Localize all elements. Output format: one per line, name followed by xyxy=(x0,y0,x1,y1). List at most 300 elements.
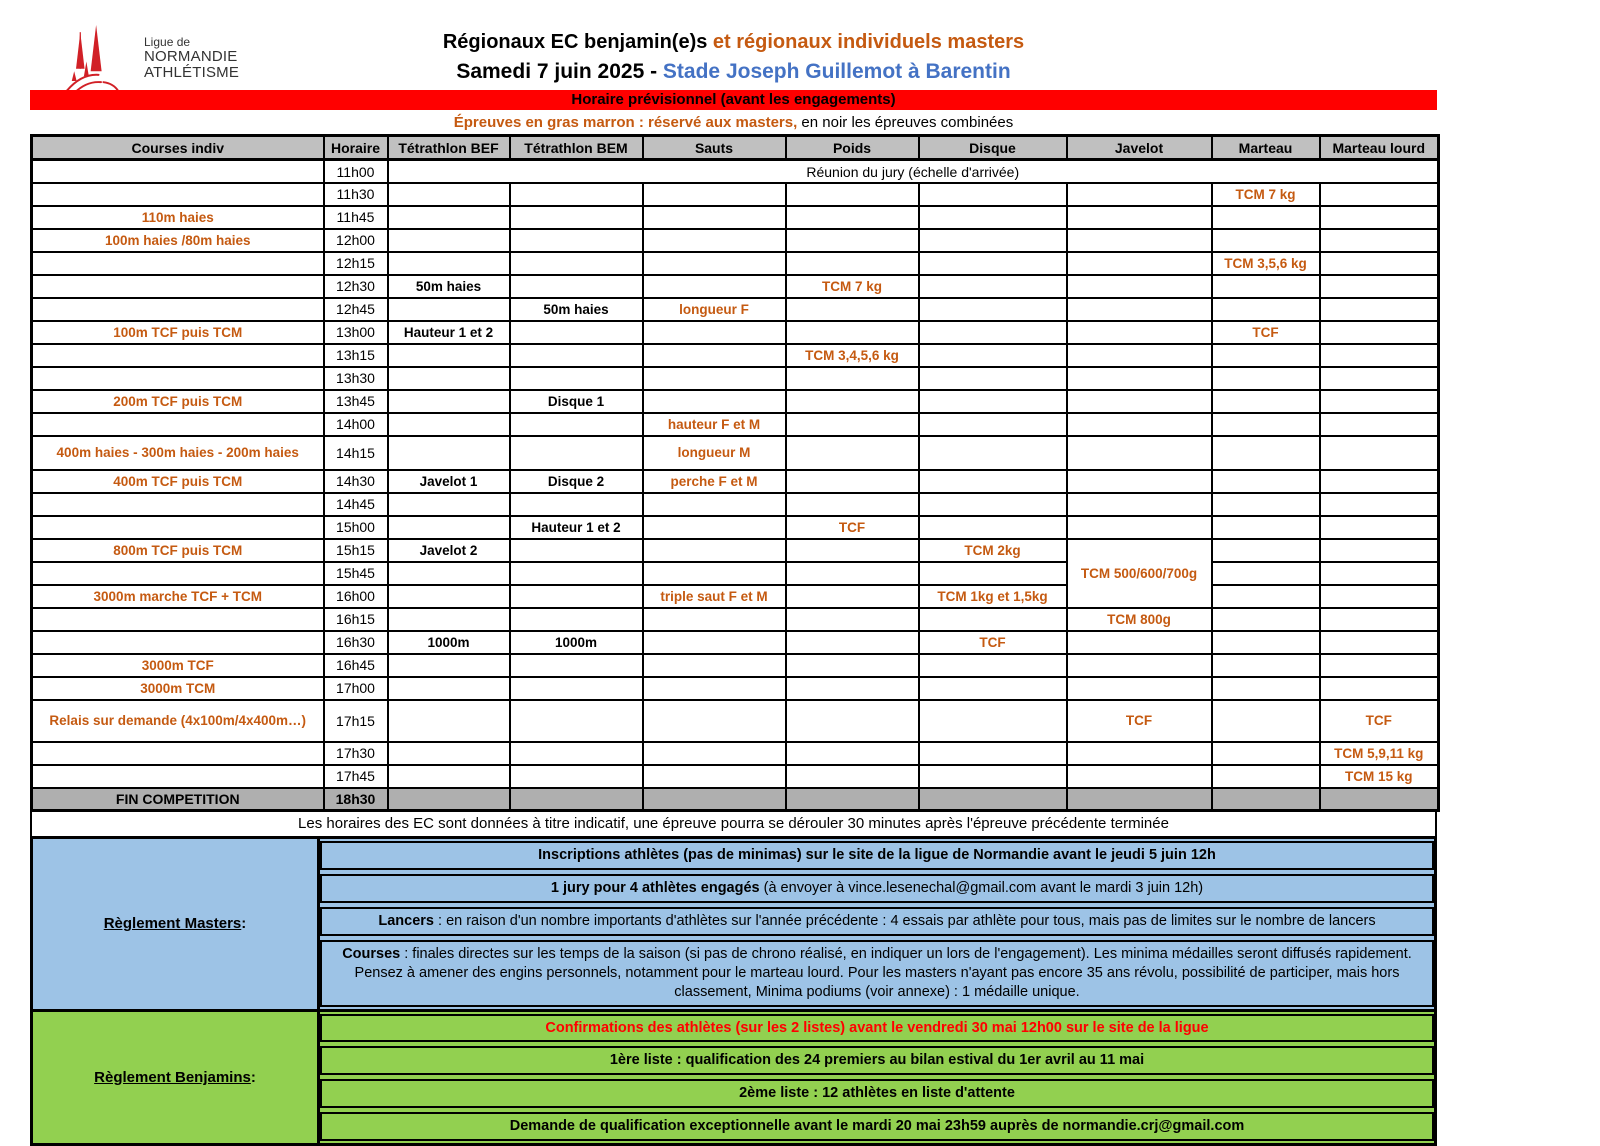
event-cell-bem-16h30: 1000m xyxy=(510,631,643,654)
empty-cell-disque-13h00 xyxy=(919,321,1067,344)
benjamins-rules-section xyxy=(30,1012,1437,1146)
schedule-row-17h45 xyxy=(32,765,1439,788)
column-header-disque: Disque xyxy=(919,136,1067,160)
event-cell-bem-12h45: 50m haies xyxy=(510,298,643,321)
empty-cell-lourd-18h30 xyxy=(1320,788,1439,811)
empty-cell-marteau-13h45 xyxy=(1212,390,1320,413)
empty-cell-disque-12h00 xyxy=(919,229,1067,252)
empty-cell-sauts-13h30 xyxy=(643,367,786,390)
empty-cell-marteau-16h15 xyxy=(1212,608,1320,631)
empty-cell-disque-14h15 xyxy=(919,436,1067,470)
empty-cell-poids-13h00 xyxy=(786,321,919,344)
legend-combined-part: en noir les épreuves combinées xyxy=(797,114,1014,132)
empty-cell-bem-11h45 xyxy=(510,206,643,229)
time-cell-11h00: 11h00 xyxy=(324,160,388,183)
schedule-row-14h45 xyxy=(32,493,1439,516)
empty-cell-lourd-12h30 xyxy=(1320,275,1439,298)
schedule-row-16h15 xyxy=(32,608,1439,631)
empty-cell-bem-12h00 xyxy=(510,229,643,252)
column-header-sauts: Sauts xyxy=(643,136,786,160)
event-cell-courses-14h30: 400m TCF puis TCM xyxy=(32,470,324,493)
empty-cell-poids-16h00 xyxy=(786,585,919,608)
benjamins-label-text: Règlement Benjamins xyxy=(94,1068,251,1086)
event-cell-javelot-15h15: TCM 500/600/700g xyxy=(1067,539,1212,608)
event-cell-courses-14h15: 400m haies - 300m haies - 200m haies xyxy=(32,436,324,470)
event-cell-courses-11h45: 110m haies xyxy=(32,206,324,229)
empty-cell-bef-13h45 xyxy=(388,390,510,413)
empty-cell-lourd-12h15 xyxy=(1320,252,1439,275)
empty-cell-bef-16h45 xyxy=(388,654,510,677)
empty-cell-courses-14h00 xyxy=(32,413,324,436)
event-cell-disque-16h30: TCF xyxy=(919,631,1067,654)
column-header-javelot: Javelot xyxy=(1067,136,1212,160)
empty-cell-bef-11h30 xyxy=(388,183,510,206)
empty-cell-poids-16h15 xyxy=(786,608,919,631)
time-cell-14h30: 14h30 xyxy=(324,470,388,493)
empty-cell-poids-13h30 xyxy=(786,367,919,390)
schedule-row-15h15 xyxy=(32,539,1439,562)
empty-cell-javelot-17h00 xyxy=(1067,677,1212,700)
column-header-courses-indiv: Courses indiv xyxy=(32,136,324,160)
empty-cell-bef-15h00 xyxy=(388,516,510,539)
masters-label-colon: : xyxy=(241,915,247,933)
empty-cell-javelot-13h30 xyxy=(1067,367,1212,390)
empty-cell-lourd-11h45 xyxy=(1320,206,1439,229)
empty-cell-disque-12h30 xyxy=(919,275,1067,298)
schedule-row-16h45 xyxy=(32,654,1439,677)
logo-text-line1: Ligue de xyxy=(144,35,191,50)
empty-cell-courses-17h45 xyxy=(32,765,324,788)
empty-cell-bem-16h45 xyxy=(510,654,643,677)
schedule-row-11h30 xyxy=(32,183,1439,206)
event-cell-bef-16h30: 1000m xyxy=(388,631,510,654)
schedule-row-17h00 xyxy=(32,677,1439,700)
time-cell-13h45: 13h45 xyxy=(324,390,388,413)
masters-rule-text: (à envoyer à vince.lesenechal@gmail.com avant le mardi 3 juin 12h) xyxy=(759,880,1204,897)
time-cell-14h45: 14h45 xyxy=(324,493,388,516)
time-cell-11h30: 11h30 xyxy=(324,183,388,206)
empty-cell-bef-12h45 xyxy=(388,298,510,321)
title-masters-part: et régionaux individuels masters xyxy=(707,31,1025,53)
empty-cell-poids-14h00 xyxy=(786,413,919,436)
empty-cell-poids-12h15 xyxy=(786,252,919,275)
empty-cell-courses-14h45 xyxy=(32,493,324,516)
event-cell-marteau-12h15: TCM 3,5,6 kg xyxy=(1212,252,1320,275)
empty-cell-lourd-16h15 xyxy=(1320,608,1439,631)
empty-cell-javelot-15h00 xyxy=(1067,516,1212,539)
empty-cell-courses-15h45 xyxy=(32,562,324,585)
legend-masters-part: Épreuves en gras marron : réservé aux masters, xyxy=(453,114,798,132)
empty-cell-lourd-15h00 xyxy=(1320,516,1439,539)
empty-cell-poids-17h00 xyxy=(786,677,919,700)
time-cell-12h00: 12h00 xyxy=(324,229,388,252)
schedule-row-14h00 xyxy=(32,413,1439,436)
empty-cell-bem-14h45 xyxy=(510,493,643,516)
schedule-row-13h30 xyxy=(32,367,1439,390)
event-cell-marteau-11h30: TCM 7 kg xyxy=(1212,183,1320,206)
masters-rule-text: : finales directes sur les temps de la saison (si pas de chrono réalisé, en indiquer un lors de l'engagement). Les minima médailles seront diffusés rapidement. Pensez à amener des engins personnels, notamment pour le marteau lourd. Pour les masters n'ayant pas encore 35 ans révolu, possibilité de participer, mais hors classement, Minima podiums (voir annexe) : 1 médaille unique. xyxy=(354,945,1416,1000)
empty-cell-bem-15h45 xyxy=(510,562,643,585)
empty-cell-courses-11h00 xyxy=(32,160,324,183)
empty-cell-bem-16h15 xyxy=(510,608,643,631)
empty-cell-poids-16h30 xyxy=(786,631,919,654)
masters-rule-4 xyxy=(320,940,1434,1007)
logo-text-line3: ATHLÉTISME xyxy=(144,64,240,82)
empty-cell-bem-12h30 xyxy=(510,275,643,298)
event-cell-disque-16h00: TCM 1kg et 1,5kg xyxy=(919,585,1067,608)
empty-cell-poids-18h30 xyxy=(786,788,919,811)
masters-rule-text: Lancers xyxy=(378,913,434,930)
empty-cell-sauts-13h45 xyxy=(643,390,786,413)
time-cell-16h45: 16h45 xyxy=(324,654,388,677)
column-header-marteau-lourd: Marteau lourd xyxy=(1320,136,1439,160)
benjamins-rules-label xyxy=(33,1012,320,1143)
column-header-poids: Poids xyxy=(786,136,919,160)
empty-cell-bef-17h30 xyxy=(388,742,510,765)
benjamins-rule-text: Confirmations des athlètes (sur les 2 listes) avant le vendredi 30 mai 12h00 sur le site de la ligue xyxy=(545,1019,1209,1036)
time-cell-13h30: 13h30 xyxy=(324,367,388,390)
event-cell-sauts-12h45: longueur F xyxy=(643,298,786,321)
empty-cell-courses-16h30 xyxy=(32,631,324,654)
time-cell-14h00: 14h00 xyxy=(324,413,388,436)
empty-cell-marteau-17h00 xyxy=(1212,677,1320,700)
empty-cell-sauts-16h15 xyxy=(643,608,786,631)
empty-cell-bem-11h30 xyxy=(510,183,643,206)
event-cell-lourd-17h45: TCM 15 kg xyxy=(1320,765,1439,788)
empty-cell-disque-12h45 xyxy=(919,298,1067,321)
event-cell-sauts-14h30: perche F et M xyxy=(643,470,786,493)
empty-cell-poids-11h30 xyxy=(786,183,919,206)
empty-cell-bef-17h00 xyxy=(388,677,510,700)
event-cell-poids-13h15: TCM 3,4,5,6 kg xyxy=(786,344,919,367)
event-cell-lourd-17h15: TCF xyxy=(1320,700,1439,742)
empty-cell-marteau-13h30 xyxy=(1212,367,1320,390)
empty-cell-sauts-17h30 xyxy=(643,742,786,765)
empty-cell-sauts-15h45 xyxy=(643,562,786,585)
event-cell-marteau-13h00: TCF xyxy=(1212,321,1320,344)
empty-cell-javelot-16h45 xyxy=(1067,654,1212,677)
empty-cell-marteau-15h15 xyxy=(1212,539,1320,562)
empty-cell-bem-14h15 xyxy=(510,436,643,470)
event-cell-courses-18h30: FIN COMPETITION xyxy=(32,788,324,811)
empty-cell-bef-13h30 xyxy=(388,367,510,390)
empty-cell-sauts-15h15 xyxy=(643,539,786,562)
page-subtitle xyxy=(30,57,1437,87)
benjamins-rule-text: 2ème liste : 12 athlètes en liste d'attente xyxy=(739,1085,1015,1102)
empty-cell-javelot-14h00 xyxy=(1067,413,1212,436)
empty-cell-marteau-16h00 xyxy=(1212,585,1320,608)
time-cell-16h30: 16h30 xyxy=(324,631,388,654)
event-cell-bef-13h00: Hauteur 1 et 2 xyxy=(388,321,510,344)
empty-cell-bef-14h15 xyxy=(388,436,510,470)
empty-cell-bem-12h15 xyxy=(510,252,643,275)
schedule-table xyxy=(30,134,1440,812)
empty-cell-disque-13h30 xyxy=(919,367,1067,390)
empty-cell-marteau-17h45 xyxy=(1212,765,1320,788)
empty-cell-lourd-16h30 xyxy=(1320,631,1439,654)
empty-cell-poids-15h45 xyxy=(786,562,919,585)
empty-cell-poids-12h00 xyxy=(786,229,919,252)
event-cell-poids-15h00: TCF xyxy=(786,516,919,539)
empty-cell-courses-11h30 xyxy=(32,183,324,206)
empty-cell-poids-16h45 xyxy=(786,654,919,677)
event-cell-javelot-16h15: TCM 800g xyxy=(1067,608,1212,631)
empty-cell-bef-17h15 xyxy=(388,700,510,742)
schedule-row-14h15 xyxy=(32,436,1439,470)
schedule-header-row xyxy=(32,136,1439,160)
schedule-row-17h30 xyxy=(32,742,1439,765)
empty-cell-marteau-12h30 xyxy=(1212,275,1320,298)
schedule-row-11h45 xyxy=(32,206,1439,229)
masters-rule-3 xyxy=(320,907,1434,936)
empty-cell-javelot-12h00 xyxy=(1067,229,1212,252)
empty-cell-poids-17h30 xyxy=(786,742,919,765)
empty-cell-disque-11h30 xyxy=(919,183,1067,206)
subtitle-date-part: Samedi 7 juin 2025 - xyxy=(456,60,663,83)
empty-cell-disque-16h15 xyxy=(919,608,1067,631)
jury-note-cell: Réunion du jury (échelle d'arrivée) xyxy=(388,160,1439,183)
empty-cell-poids-15h15 xyxy=(786,539,919,562)
empty-cell-bem-15h15 xyxy=(510,539,643,562)
empty-cell-disque-17h15 xyxy=(919,700,1067,742)
event-cell-bem-14h30: Disque 2 xyxy=(510,470,643,493)
masters-rule-text: Inscriptions athlètes (pas de minimas) sur le site de la ligue de Normandie avant le jeudi 5 juin 12h xyxy=(538,847,1216,864)
empty-cell-lourd-13h30 xyxy=(1320,367,1439,390)
column-header-horaire: Horaire xyxy=(324,136,388,160)
event-cell-bef-14h30: Javelot 1 xyxy=(388,470,510,493)
event-cell-disque-15h15: TCM 2kg xyxy=(919,539,1067,562)
page-title xyxy=(30,27,1437,57)
empty-cell-sauts-16h45 xyxy=(643,654,786,677)
empty-cell-bef-11h45 xyxy=(388,206,510,229)
masters-label-text: Règlement Masters xyxy=(103,915,242,933)
empty-cell-javelot-14h30 xyxy=(1067,470,1212,493)
masters-rule-2 xyxy=(320,874,1434,903)
empty-cell-lourd-14h00 xyxy=(1320,413,1439,436)
empty-cell-sauts-14h45 xyxy=(643,493,786,516)
empty-cell-bef-18h30 xyxy=(388,788,510,811)
empty-cell-poids-14h15 xyxy=(786,436,919,470)
empty-cell-javelot-11h45 xyxy=(1067,206,1212,229)
schedule-row-13h45 xyxy=(32,390,1439,413)
empty-cell-lourd-13h15 xyxy=(1320,344,1439,367)
event-cell-sauts-14h15: longueur M xyxy=(643,436,786,470)
empty-cell-bef-14h45 xyxy=(388,493,510,516)
empty-cell-courses-16h15 xyxy=(32,608,324,631)
empty-cell-sauts-17h00 xyxy=(643,677,786,700)
event-cell-lourd-17h30: TCM 5,9,11 kg xyxy=(1320,742,1439,765)
time-cell-16h15: 16h15 xyxy=(324,608,388,631)
time-cell-15h45: 15h45 xyxy=(324,562,388,585)
empty-cell-javelot-12h30 xyxy=(1067,275,1212,298)
empty-cell-lourd-17h00 xyxy=(1320,677,1439,700)
masters-rule-1 xyxy=(320,841,1434,870)
title-black-part: Régionaux EC benjamin(e)s xyxy=(442,31,708,53)
empty-cell-lourd-14h15 xyxy=(1320,436,1439,470)
time-cell-13h00: 13h00 xyxy=(324,321,388,344)
empty-cell-sauts-13h00 xyxy=(643,321,786,344)
time-cell-15h00: 15h00 xyxy=(324,516,388,539)
empty-cell-disque-17h30 xyxy=(919,742,1067,765)
event-cell-bem-15h00: Hauteur 1 et 2 xyxy=(510,516,643,539)
schedule-banner: Horaire prévisionnel (avant les engagements) xyxy=(30,90,1437,110)
empty-cell-marteau-13h15 xyxy=(1212,344,1320,367)
empty-cell-disque-16h45 xyxy=(919,654,1067,677)
empty-cell-bem-17h00 xyxy=(510,677,643,700)
event-cell-courses-16h45: 3000m TCF xyxy=(32,654,324,677)
empty-cell-marteau-12h45 xyxy=(1212,298,1320,321)
schedule-row-15h00 xyxy=(32,516,1439,539)
schedule-row-13h15 xyxy=(32,344,1439,367)
empty-cell-lourd-14h45 xyxy=(1320,493,1439,516)
empty-cell-javelot-14h15 xyxy=(1067,436,1212,470)
column-header-marteau: Marteau xyxy=(1212,136,1320,160)
empty-cell-sauts-16h30 xyxy=(643,631,786,654)
empty-cell-disque-15h00 xyxy=(919,516,1067,539)
empty-cell-disque-12h15 xyxy=(919,252,1067,275)
empty-cell-marteau-16h45 xyxy=(1212,654,1320,677)
empty-cell-courses-13h15 xyxy=(32,344,324,367)
empty-cell-bef-17h45 xyxy=(388,765,510,788)
empty-cell-courses-13h30 xyxy=(32,367,324,390)
empty-cell-disque-14h45 xyxy=(919,493,1067,516)
empty-cell-javelot-17h45 xyxy=(1067,765,1212,788)
empty-cell-lourd-13h00 xyxy=(1320,321,1439,344)
empty-cell-disque-17h45 xyxy=(919,765,1067,788)
empty-cell-courses-12h15 xyxy=(32,252,324,275)
legend-note xyxy=(30,110,1437,134)
subtitle-stadium-part: Stade Joseph Guillemot à Barentin xyxy=(662,60,1011,83)
event-cell-sauts-14h00: hauteur F et M xyxy=(643,413,786,436)
empty-cell-courses-12h45 xyxy=(32,298,324,321)
schedule-row-12h45 xyxy=(32,298,1439,321)
event-cell-courses-15h15: 800m TCF puis TCM xyxy=(32,539,324,562)
empty-cell-bem-17h30 xyxy=(510,742,643,765)
empty-cell-javelot-13h45 xyxy=(1067,390,1212,413)
empty-cell-disque-13h45 xyxy=(919,390,1067,413)
empty-cell-bem-18h30 xyxy=(510,788,643,811)
schedule-row-11h00 xyxy=(32,160,1439,183)
empty-cell-poids-14h30 xyxy=(786,470,919,493)
empty-cell-marteau-16h30 xyxy=(1212,631,1320,654)
empty-cell-lourd-14h30 xyxy=(1320,470,1439,493)
empty-cell-sauts-18h30 xyxy=(643,788,786,811)
empty-cell-javelot-17h30 xyxy=(1067,742,1212,765)
empty-cell-sauts-15h00 xyxy=(643,516,786,539)
schedule-row-12h30 xyxy=(32,275,1439,298)
empty-cell-marteau-15h00 xyxy=(1212,516,1320,539)
event-cell-courses-13h45: 200m TCF puis TCM xyxy=(32,390,324,413)
empty-cell-bef-16h00 xyxy=(388,585,510,608)
empty-cell-disque-18h30 xyxy=(919,788,1067,811)
schedule-row-18h30 xyxy=(32,788,1439,811)
empty-cell-sauts-11h45 xyxy=(643,206,786,229)
event-cell-courses-17h00: 3000m TCM xyxy=(32,677,324,700)
empty-cell-marteau-18h30 xyxy=(1212,788,1320,811)
time-cell-12h45: 12h45 xyxy=(324,298,388,321)
empty-cell-javelot-12h45 xyxy=(1067,298,1212,321)
masters-rules-section xyxy=(30,836,1437,1011)
time-cell-14h15: 14h15 xyxy=(324,436,388,470)
time-cell-12h15: 12h15 xyxy=(324,252,388,275)
schedule-row-17h15 xyxy=(32,700,1439,742)
empty-cell-marteau-14h00 xyxy=(1212,413,1320,436)
event-cell-javelot-17h15: TCF xyxy=(1067,700,1212,742)
empty-cell-disque-14h30 xyxy=(919,470,1067,493)
event-cell-courses-13h00: 100m TCF puis TCM xyxy=(32,321,324,344)
empty-cell-poids-17h45 xyxy=(786,765,919,788)
empty-cell-bem-13h30 xyxy=(510,367,643,390)
benjamins-rule-2 xyxy=(320,1046,1434,1075)
empty-cell-javelot-12h15 xyxy=(1067,252,1212,275)
empty-cell-javelot-13h15 xyxy=(1067,344,1212,367)
schedule-row-16h00 xyxy=(32,585,1439,608)
empty-cell-bem-17h15 xyxy=(510,700,643,742)
empty-cell-poids-14h45 xyxy=(786,493,919,516)
benjamins-rule-3 xyxy=(320,1079,1434,1108)
event-cell-bem-13h45: Disque 1 xyxy=(510,390,643,413)
empty-cell-sauts-12h30 xyxy=(643,275,786,298)
masters-rule-text: Courses xyxy=(342,945,401,962)
empty-cell-courses-12h30 xyxy=(32,275,324,298)
empty-cell-marteau-12h00 xyxy=(1212,229,1320,252)
benjamins-rule-text: Demande de qualification exceptionnelle avant le mardi 20 mai 23h59 auprès de normandie.crj@gmail.com xyxy=(509,1118,1245,1135)
empty-cell-sauts-12h15 xyxy=(643,252,786,275)
schedule-row-14h30 xyxy=(32,470,1439,493)
schedule-row-13h00 xyxy=(32,321,1439,344)
event-cell-bef-12h30: 50m haies xyxy=(388,275,510,298)
empty-cell-bem-13h00 xyxy=(510,321,643,344)
event-cell-sauts-16h00: triple saut F et M xyxy=(643,585,786,608)
empty-cell-poids-13h45 xyxy=(786,390,919,413)
empty-cell-sauts-12h00 xyxy=(643,229,786,252)
empty-cell-lourd-16h45 xyxy=(1320,654,1439,677)
empty-cell-lourd-15h15 xyxy=(1320,539,1439,562)
empty-cell-javelot-11h30 xyxy=(1067,183,1212,206)
benjamins-rule-1 xyxy=(320,1014,1434,1043)
empty-cell-marteau-14h45 xyxy=(1212,493,1320,516)
event-cell-courses-12h00: 100m haies /80m haies xyxy=(32,229,324,252)
event-cell-courses-16h00: 3000m marche TCF + TCM xyxy=(32,585,324,608)
time-cell-17h30: 17h30 xyxy=(324,742,388,765)
empty-cell-disque-14h00 xyxy=(919,413,1067,436)
empty-cell-marteau-14h30 xyxy=(1212,470,1320,493)
time-cell-11h45: 11h45 xyxy=(324,206,388,229)
empty-cell-lourd-12h00 xyxy=(1320,229,1439,252)
schedule-row-12h15 xyxy=(32,252,1439,275)
empty-cell-bef-12h15 xyxy=(388,252,510,275)
empty-cell-javelot-14h45 xyxy=(1067,493,1212,516)
empty-cell-lourd-11h30 xyxy=(1320,183,1439,206)
empty-cell-disque-17h00 xyxy=(919,677,1067,700)
empty-cell-poids-11h45 xyxy=(786,206,919,229)
empty-cell-poids-12h45 xyxy=(786,298,919,321)
empty-cell-bem-14h00 xyxy=(510,413,643,436)
column-header-t-trathlon-bem: Tétrathlon BEM xyxy=(510,136,643,160)
empty-cell-courses-17h30 xyxy=(32,742,324,765)
schedule-row-12h00 xyxy=(32,229,1439,252)
empty-cell-bem-16h00 xyxy=(510,585,643,608)
schedule-row-16h30 xyxy=(32,631,1439,654)
empty-cell-bef-13h15 xyxy=(388,344,510,367)
empty-cell-bem-13h15 xyxy=(510,344,643,367)
empty-cell-lourd-15h45 xyxy=(1320,562,1439,585)
masters-rule-text: : en raison d'un nombre importants d'athlètes sur l'année précédente : 4 essais par athlète pour tous, mais pas de limites sur le nombre de lancers xyxy=(433,913,1376,930)
empty-cell-bef-16h15 xyxy=(388,608,510,631)
empty-cell-sauts-17h45 xyxy=(643,765,786,788)
empty-cell-sauts-17h15 xyxy=(643,700,786,742)
empty-cell-bef-12h00 xyxy=(388,229,510,252)
